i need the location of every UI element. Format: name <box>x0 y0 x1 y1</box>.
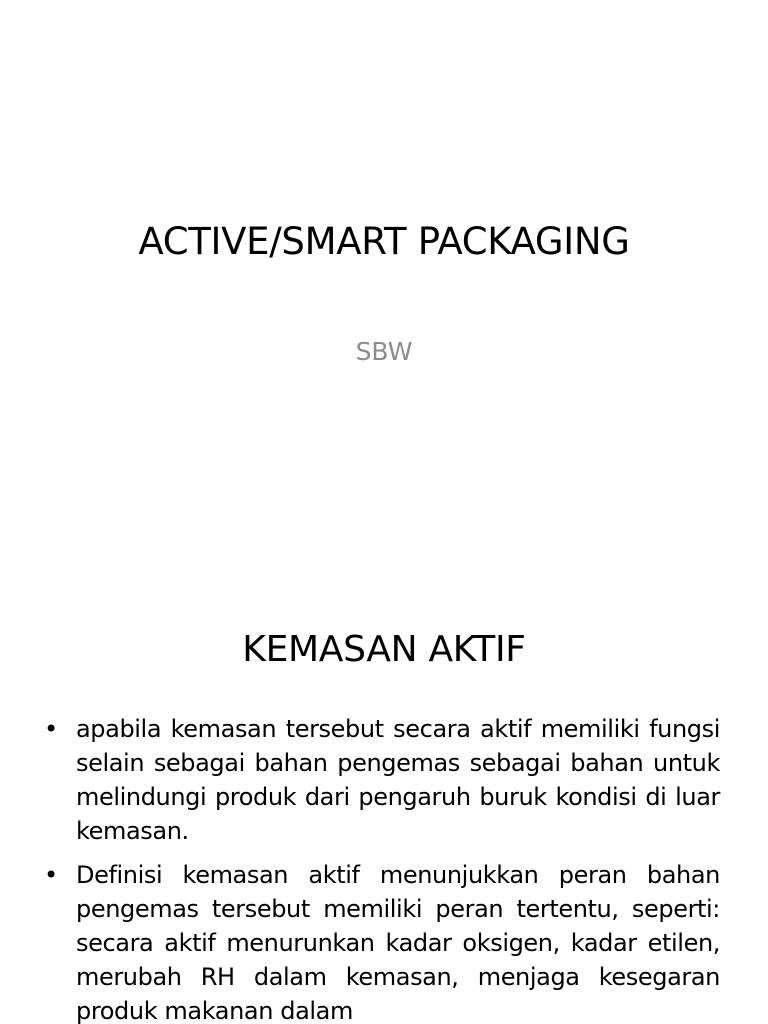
bullet-list <box>40 712 720 1024</box>
bullet-dot-icon: • <box>44 861 58 889</box>
bullet-item <box>40 858 720 1024</box>
content-slide <box>0 576 768 1024</box>
bullet-text: Definisi kemasan aktif menunjukkan peran bahan pengemas tersebut memiliki peran tertentu, seperti: secara aktif menurunkan kadar oksigen, kadar etilen, merubah RH dalam kemasan, menjaga kesegaran produk makanan dalam <box>76 861 720 1024</box>
slide-subtitle: SBW <box>355 337 413 366</box>
slide-title: ACTIVE/SMART PACKAGING <box>138 220 630 263</box>
bullet-text: apabila kemasan tersebut secara aktif memiliki fungsi selain sebagai bahan pengemas sebagai bahan untuk melindungi produk dari pengaruh buruk kondisi di luar kemasan. <box>76 715 720 845</box>
bullet-item <box>40 712 720 848</box>
bullet-dot-icon: • <box>44 715 58 743</box>
slide-heading: KEMASAN AKTIF <box>242 629 526 670</box>
